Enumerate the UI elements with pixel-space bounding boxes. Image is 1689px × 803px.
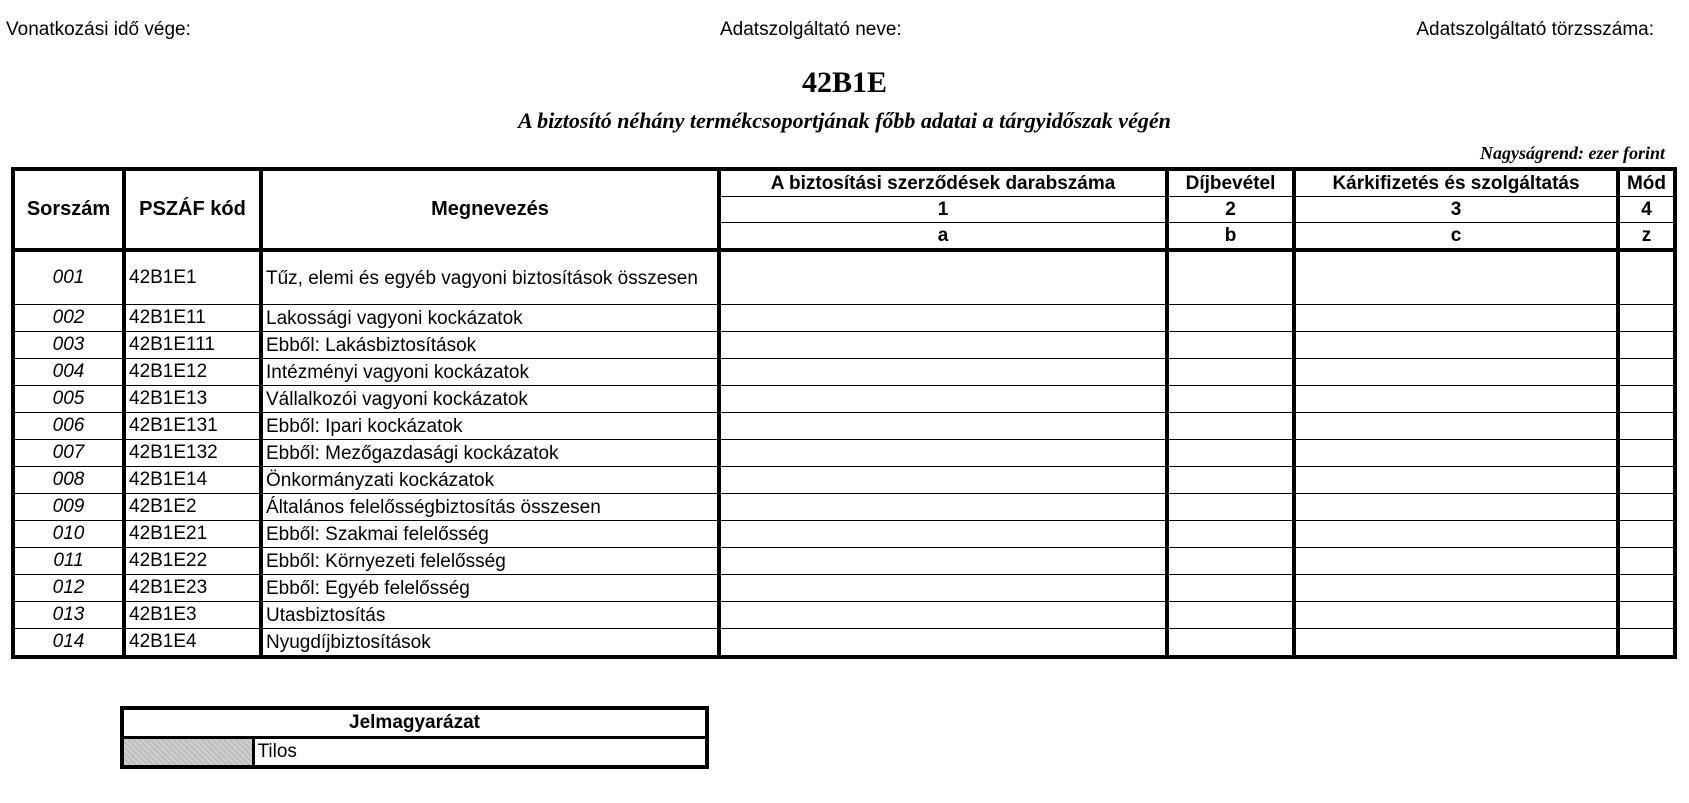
header-col-number: 3 (1294, 197, 1618, 223)
input-cell-a[interactable] (719, 332, 1167, 359)
row-name: Ebből: Szakmai felelősség (261, 521, 719, 548)
row-code: 42B1E22 (124, 548, 261, 575)
table-row (13, 413, 1675, 440)
row-code: 42B1E132 (124, 440, 261, 467)
table-row (13, 467, 1675, 494)
input-cell-a[interactable] (719, 386, 1167, 413)
input-cell-z[interactable] (1618, 467, 1675, 494)
table-row (13, 521, 1675, 548)
row-name: Ebből: Lakásbiztosítások (261, 332, 719, 359)
row-number: 005 (13, 386, 124, 413)
row-name: Ebből: Egyéb felelősség (261, 575, 719, 602)
header-col-letter: z (1618, 223, 1675, 251)
table-row (13, 494, 1675, 521)
input-cell-a[interactable] (719, 305, 1167, 332)
input-cell-b[interactable] (1167, 440, 1294, 467)
table-row (13, 548, 1675, 575)
row-number: 002 (13, 305, 124, 332)
row-code: 42B1E111 (124, 332, 261, 359)
row-code: 42B1E2 (124, 494, 261, 521)
input-cell-a[interactable] (719, 467, 1167, 494)
input-cell-z[interactable] (1618, 359, 1675, 386)
input-cell-c[interactable] (1294, 440, 1618, 467)
input-cell-a[interactable] (719, 575, 1167, 602)
input-cell-a[interactable] (719, 602, 1167, 629)
form-code-title: 42B1E (801, 66, 888, 99)
row-code: 42B1E13 (124, 386, 261, 413)
input-cell-b[interactable] (1167, 332, 1294, 359)
header-megnevezes: Megnevezés (261, 169, 719, 250)
row-name: Ebből: Mezőgazdasági kockázatok (261, 440, 719, 467)
input-cell-a[interactable] (719, 521, 1167, 548)
header-col-label: Díjbevétel (1167, 169, 1294, 197)
input-cell-b[interactable] (1167, 467, 1294, 494)
input-cell-b[interactable] (1167, 305, 1294, 332)
input-cell-z[interactable] (1618, 494, 1675, 521)
header-pszaf-code: PSZÁF kód (124, 169, 261, 250)
legend-table (120, 706, 709, 769)
input-cell-z[interactable] (1618, 305, 1675, 332)
input-cell-b[interactable] (1167, 386, 1294, 413)
row-code: 42B1E21 (124, 521, 261, 548)
input-cell-b[interactable] (1167, 250, 1294, 305)
input-cell-b[interactable] (1167, 521, 1294, 548)
header-col-letter: b (1167, 223, 1294, 251)
row-code: 42B1E1 (124, 250, 261, 305)
input-cell-z[interactable] (1618, 629, 1675, 658)
form-subtitle: A biztosító néhány termékcsoportjának főbb adatai a tárgyidőszak végén (518, 108, 1171, 133)
row-name: Nyugdíjbiztosítások (261, 629, 719, 658)
input-cell-z[interactable] (1618, 521, 1675, 548)
table-row (13, 359, 1675, 386)
input-cell-c[interactable] (1294, 629, 1618, 658)
input-cell-c[interactable] (1294, 305, 1618, 332)
header-col-label: Mód (1618, 169, 1675, 197)
row-number: 011 (13, 548, 124, 575)
row-code: 42B1E14 (124, 467, 261, 494)
input-cell-z[interactable] (1618, 413, 1675, 440)
provider-id-label: Adatszolgáltató törzsszáma: (1416, 19, 1654, 40)
row-name: Vállalkozói vagyoni kockázatok (261, 386, 719, 413)
input-cell-a[interactable] (719, 250, 1167, 305)
row-code: 42B1E4 (124, 629, 261, 658)
row-number: 009 (13, 494, 124, 521)
row-name: Önkormányzati kockázatok (261, 467, 719, 494)
input-cell-c[interactable] (1294, 359, 1618, 386)
header-col-letter: a (719, 223, 1167, 251)
header-col-label: A biztosítási szerződések darabszáma (719, 169, 1167, 197)
reference-date-label: Vonatkozási idő vége: (6, 19, 191, 40)
table-row (13, 250, 1675, 305)
input-cell-z[interactable] (1618, 250, 1675, 305)
row-name: Utasbiztosítás (261, 602, 719, 629)
input-cell-b[interactable] (1167, 548, 1294, 575)
row-number: 008 (13, 467, 124, 494)
header-col-number: 2 (1167, 197, 1294, 223)
row-number: 001 (13, 250, 124, 305)
input-cell-a[interactable] (719, 440, 1167, 467)
input-cell-a[interactable] (719, 548, 1167, 575)
input-cell-c[interactable] (1294, 494, 1618, 521)
header-col-number: 1 (719, 197, 1167, 223)
unit-note: Nagyságrend: ezer forint (1480, 143, 1665, 163)
input-cell-b[interactable] (1167, 602, 1294, 629)
row-number: 006 (13, 413, 124, 440)
row-name: Intézményi vagyoni kockázatok (261, 359, 719, 386)
table-row (13, 575, 1675, 602)
row-code: 42B1E11 (124, 305, 261, 332)
input-cell-b[interactable] (1167, 629, 1294, 658)
provider-name-label: Adatszolgáltató neve: (720, 19, 902, 40)
header-col-letter: c (1294, 223, 1618, 251)
input-cell-z[interactable] (1618, 332, 1675, 359)
row-number: 003 (13, 332, 124, 359)
legend-swatch-forbidden (122, 738, 253, 768)
input-cell-b[interactable] (1167, 359, 1294, 386)
row-number: 004 (13, 359, 124, 386)
row-name: Általános felelősségbiztosítás összesen (261, 494, 719, 521)
table-row (13, 332, 1675, 359)
row-number: 012 (13, 575, 124, 602)
row-name: Ebből: Környezeti felelősség (261, 548, 719, 575)
input-cell-z[interactable] (1618, 548, 1675, 575)
header-col-number: 4 (1618, 197, 1675, 223)
input-cell-b[interactable] (1167, 494, 1294, 521)
row-code: 42B1E23 (124, 575, 261, 602)
row-name: Tűz, elemi és egyéb vagyoni biztosítások összesen (261, 250, 719, 305)
row-number: 007 (13, 440, 124, 467)
table-row (13, 602, 1675, 629)
input-cell-c[interactable] (1294, 467, 1618, 494)
input-cell-c[interactable] (1294, 332, 1618, 359)
input-cell-z[interactable] (1618, 386, 1675, 413)
input-cell-c[interactable] (1294, 575, 1618, 602)
input-cell-c[interactable] (1294, 413, 1618, 440)
header-sorszam: Sorszám (13, 169, 124, 250)
legend-title: Jelmagyarázat (122, 708, 707, 738)
input-cell-z[interactable] (1618, 440, 1675, 467)
row-code: 42B1E3 (124, 602, 261, 629)
input-cell-z[interactable] (1618, 575, 1675, 602)
row-name: Lakossági vagyoni kockázatok (261, 305, 719, 332)
input-cell-b[interactable] (1167, 575, 1294, 602)
header-col-label: Kárkifizetés és szolgáltatás (1294, 169, 1618, 197)
row-name: Ebből: Ipari kockázatok (261, 413, 719, 440)
row-code: 42B1E131 (124, 413, 261, 440)
input-cell-c[interactable] (1294, 602, 1618, 629)
row-number: 014 (13, 629, 124, 658)
input-cell-c[interactable] (1294, 521, 1618, 548)
row-number: 013 (13, 602, 124, 629)
legend-label-forbidden: Tilos (253, 738, 707, 768)
input-cell-a[interactable] (719, 413, 1167, 440)
table-row (13, 440, 1675, 467)
data-table (11, 167, 1677, 659)
input-cell-c[interactable] (1294, 250, 1618, 305)
input-cell-b[interactable] (1167, 413, 1294, 440)
input-cell-a[interactable] (719, 494, 1167, 521)
row-number: 010 (13, 521, 124, 548)
table-row (13, 305, 1675, 332)
input-cell-c[interactable] (1294, 386, 1618, 413)
input-cell-a[interactable] (719, 359, 1167, 386)
table-row (13, 629, 1675, 658)
row-code: 42B1E12 (124, 359, 261, 386)
input-cell-c[interactable] (1294, 548, 1618, 575)
table-row (13, 386, 1675, 413)
input-cell-z[interactable] (1618, 602, 1675, 629)
input-cell-a[interactable] (719, 629, 1167, 658)
